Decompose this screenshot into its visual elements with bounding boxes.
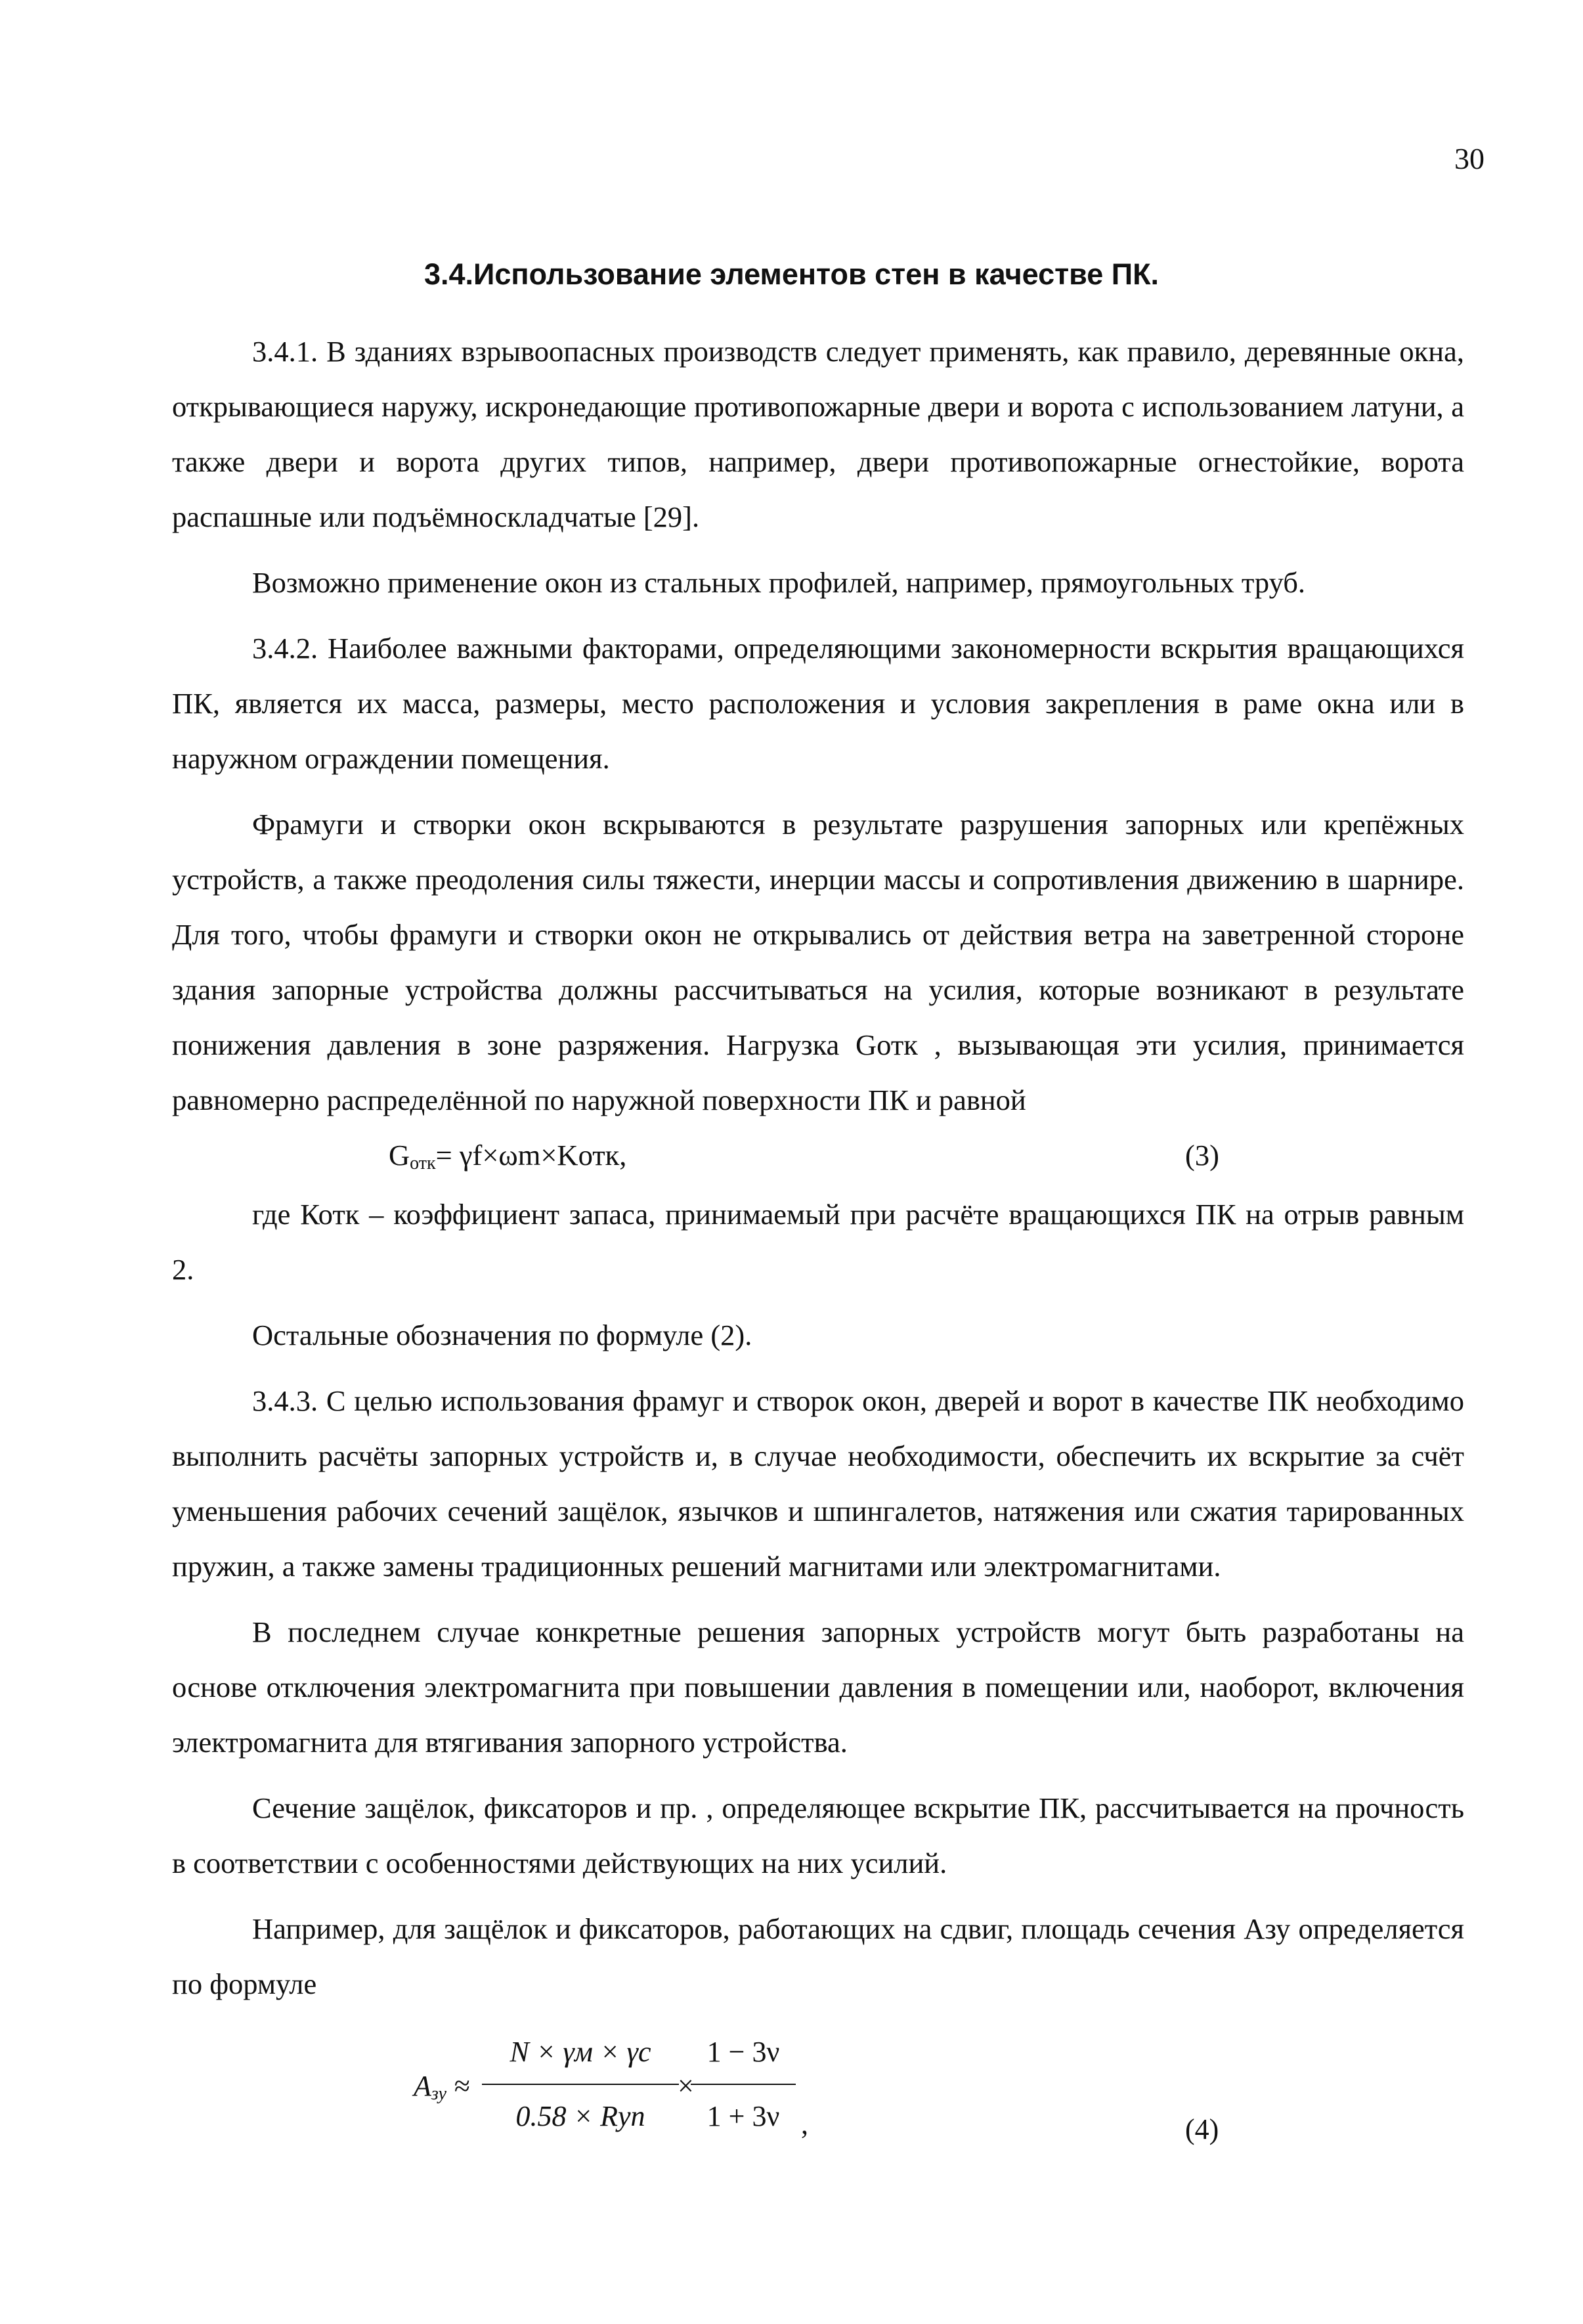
formula-3-expression: [389, 1128, 626, 1191]
formula-4-comma: ,: [801, 2108, 808, 2140]
paragraph-electromagnet: В последнем случае конкретные решения запорных устройств могут быть разработаны на основе отключения электромагнита при повышении давления в помещении или, наоборот, включения электромагнита для втягивания запорного устройства.: [172, 1615, 1464, 1759]
paragraph-k-otk: где Котк – коэффициент запаса, принимаемый при расчёте вращающихся ПК на отрыв равным 2.: [172, 1198, 1464, 1286]
formula-4-fraction-1: [482, 2025, 679, 2144]
paragraph-3-4-3: 3.4.3. С целью использования фрамуг и створок окон, дверей и ворот в качестве ПК необходимо выполнить расчёты запорных устройств и, в случае необходимости, обеспечить их вскрытие за счёт уменьшения рабочих сечений защёлок, язычков и шпингалетов, натяжения или сжатия тарированных пружин, а также замены традиционных решений магнитами или электромагнитами.: [172, 1384, 1464, 1583]
formula-3-lhs-sub: отк: [410, 1153, 436, 1173]
formula-4-lhs-sub: зу: [431, 2084, 447, 2104]
formula-4-numerator-2: 1 − 3ν: [691, 2025, 796, 2085]
formula-4-approx: ≈: [454, 2070, 470, 2102]
formula-4-times: ×: [678, 2070, 694, 2102]
formula-4: [172, 2018, 1464, 2143]
formula-4-fraction-2: [691, 2025, 796, 2144]
formula-3-rhs: = γf×ωm×Kотк,: [435, 1139, 627, 1172]
paragraph-latch-section: Сечение защёлок, фиксаторов и пр. , определяющее вскрытие ПК, рассчитывается на прочность в соответствии с особенностями действующих на них усилий.: [172, 1791, 1464, 1879]
formula-4-denominator-1: 0.58 × Rуп: [515, 2100, 645, 2132]
formula-4-lhs: [414, 2059, 469, 2122]
paragraph-steel-windows: Возможно применение окон из стальных профилей, например, прямоугольных труб.: [252, 566, 1305, 599]
section-heading: 3.4.Использование элементов стен в качестве ПК.: [423, 257, 1160, 291]
paragraph-shear-example: Например, для защёлок и фиксаторов, работающих на сдвиг, площадь сечения Азу определяется по формуле: [172, 1912, 1464, 2000]
formula-4-numerator-1: N × γм × γc: [482, 2025, 679, 2085]
paragraph-transoms: Фрамуги и створки окон вскрываются в результате разрушения запорных или крепёжных устройств, а также преодоления силы тяжести, инерции массы и сопротивления движению в шарнире. Для того, чтобы фрамуги и створки окон не открывались от действия ветра на заветренной стороне здания запорные устройства должны рассчитываться на усилия, которые возникают в результате понижения давления в зоне разряжения. Нагрузка Gотк , вызывающая эти усилия, принимается равномерно распределённой по наружной поверхности ПК и равной: [172, 808, 1464, 1116]
formula-3-lhs: G: [389, 1139, 410, 1172]
body-text: [172, 324, 1464, 2143]
paragraph-other-notation: Остальные обозначения по формуле (2).: [252, 1319, 752, 1351]
formula-3-number: (3): [1185, 1139, 1219, 1172]
formula-4-lhs-symbol: A: [414, 2070, 431, 2102]
formula-4-denominator-2: 1 + 3ν: [706, 2100, 780, 2132]
paragraph-3-4-2: 3.4.2. Наиболее важными факторами, определяющими закономерности вскрытия вращающихся ПК, является их масса, размеры, место расположения и условия закрепления в раме окна или в наружном ограждении помещения.: [172, 632, 1464, 775]
formula-3: [172, 1128, 1464, 1187]
paragraph-3-4-1: 3.4.1. В зданиях взрывоопасных производств следует применять, как правило, деревянные окна, открывающиеся наружу, искронедающие противопожарные двери и ворота с использованием латуни, а также двери и ворота других типов, например, двери противопожарные огнестойкие, ворота распашные или подъёмноскладчатые [29].: [172, 335, 1464, 533]
page-number: 30: [1454, 142, 1485, 175]
formula-4-number: (4): [1185, 2113, 1219, 2145]
